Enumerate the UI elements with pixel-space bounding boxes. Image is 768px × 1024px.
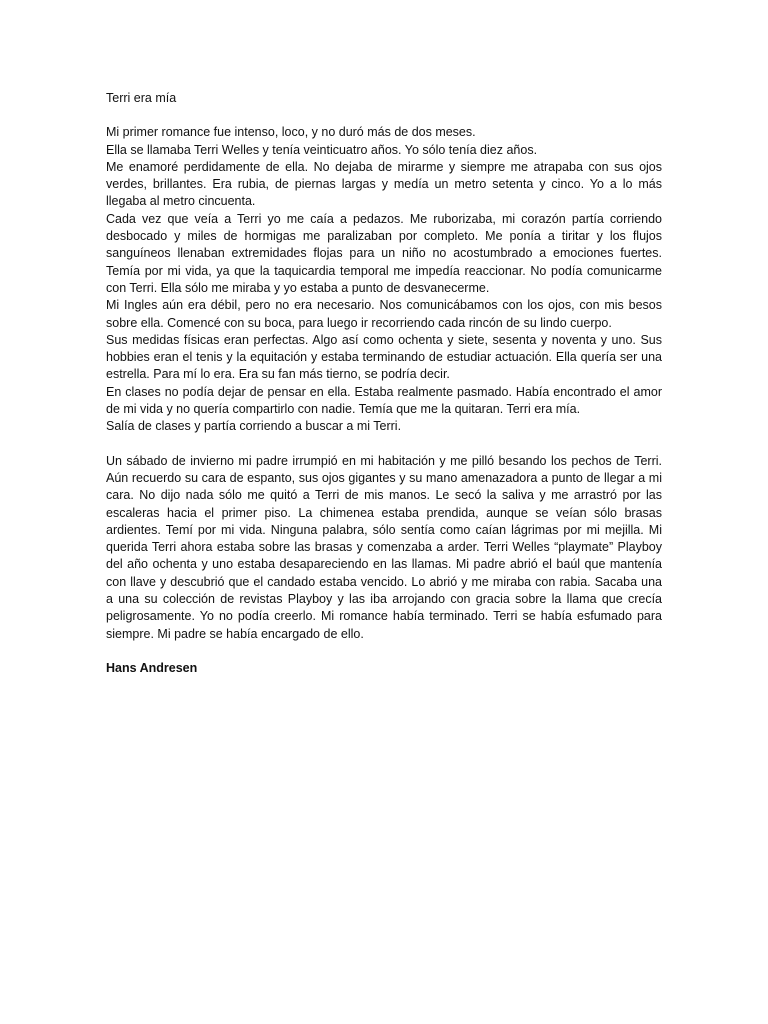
paragraph: Mi primer romance fue intenso, loco, y no duró más de dos meses.	[106, 125, 476, 140]
document-page	[106, 90, 662, 677]
paragraph: Salía de clases y partía corriendo a buscar a mi Terri.	[106, 419, 402, 434]
document-title: Terri era mía	[106, 91, 177, 105]
blank-line	[106, 643, 662, 660]
paragraph: Me enamoré perdidamente de ella. No dejaba de mirarme y siempre me atrapaba con sus ojos verdes, brillantes. Era rubia, de piernas largas y medía un metro setenta y cinco. Yo a lo más llegaba al metro cincuenta.	[106, 159, 662, 209]
blank-line	[106, 436, 662, 453]
paragraph: En clases no podía dejar de pensar en ella. Estaba realmente pasmado. Había encontrado el amor de mi vida y no quería compartirlo con nadie. Temía que me la quitaran. Terri era mía.	[106, 384, 662, 417]
paragraph: Sus medidas físicas eran perfectas. Algo así como ochenta y siete, sesenta y noventa y uno. Sus hobbies eran el tenis y la equitación y estaba terminando de estudiar actuación. Ella quería ser una estrella. Para mí lo era. Era su fan más tierno, se podría decir.	[106, 332, 662, 382]
paragraph: Un sábado de invierno mi padre irrumpió en mi habitación y me pilló besando los pechos de Terri. Aún recuerdo su cara de espanto, sus ojos gigantes y su mano amenazadora a punto de llegar a mi cara. No dijo nada sólo me quitó a Terri de mis manos. Le secó la saliva y me arrastró por las escaleras hacia el primer piso. La chimenea estaba prendida, aunque se veían sólo brasas ardientes. Temí por mi vida. Ninguna palabra, sólo sentía como caían lágrimas por mi mejilla. Mi querida Terri ahora estaba sobre las brasas y comenzaba a arder. Terri Welles “playmate” Playboy del año ochenta y uno estaba desapareciendo en las llamas. Mi padre abrió el baúl que mantenía con llave y descubrió que el candado estaba vencido. Lo abrió y me miraba con rabia. Sacaba una a una su colección de revistas Playboy y las iba arrojando con gracia sobre la llama que crecía peligrosamente. Yo no podía creerlo. Mi romance había terminado. Terri se había esfumado para siempre. Mi padre se había encargado de ello.	[106, 453, 662, 641]
author-name: Hans Andresen	[106, 660, 198, 675]
paragraph: Ella se llamaba Terri Welles y tenía veinticuatro años. Yo sólo tenía diez años.	[106, 142, 538, 157]
paragraph: Mi Ingles aún era débil, pero no era necesario. Nos comunicábamos con los ojos, con mis besos sobre ella. Comencé con su boca, para luego ir recorriendo cada rincón de su lindo cuerpo.	[106, 298, 662, 330]
paragraph: Cada vez que veía a Terri yo me caía a pedazos. Me ruborizaba, mi corazón partía corriendo desbocado y miles de hormigas me paralizaban por completo. Me ponía a tiritar y los flujos sanguíneos llenaban extremidades flojas para un niño no acostumbrado a emociones fuertes. Temía por mi vida, ya que la taquicardia temporal me impedía reaccionar. No podía comunicarme con Terri. Ella sólo me miraba y yo estaba a punto de desvanecerme.	[106, 211, 662, 295]
